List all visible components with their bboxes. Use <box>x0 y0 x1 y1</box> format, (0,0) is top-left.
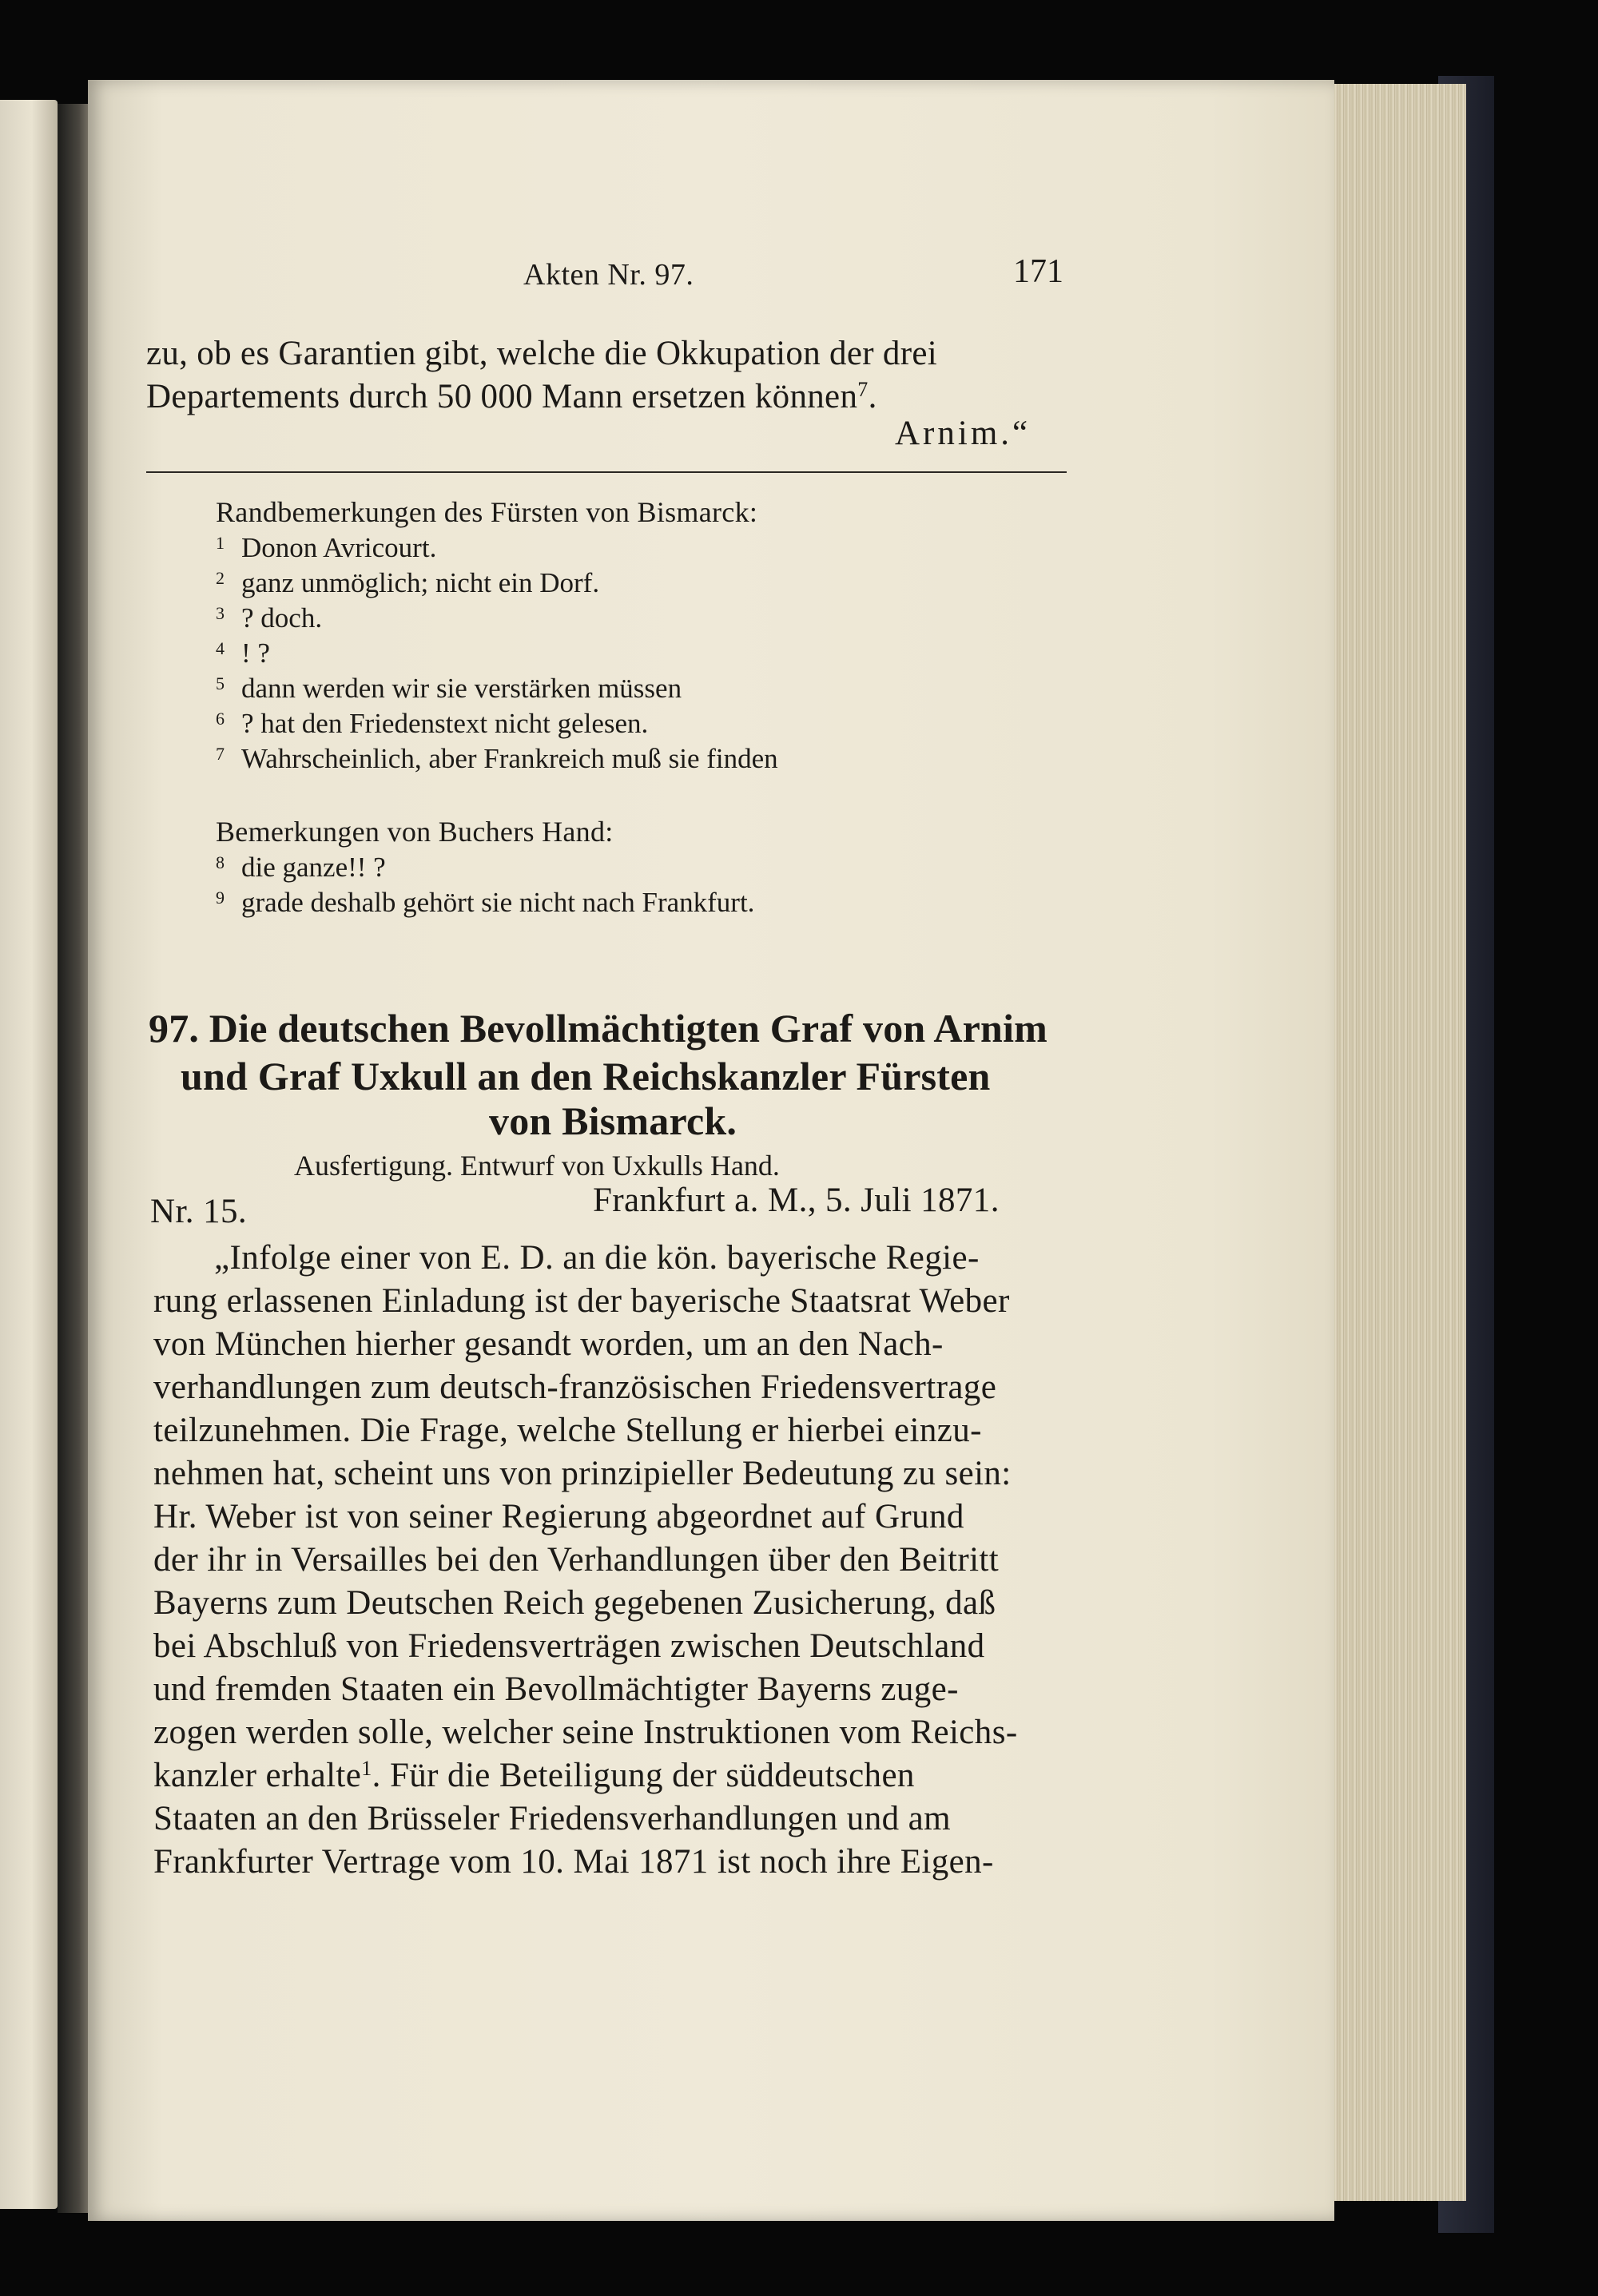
body-line: Staaten an den Brüsseler Friedensverhandlungen und am <box>153 1800 951 1837</box>
body-line: verhandlungen zum deutsch-französischen Friedensvertrage <box>153 1368 997 1406</box>
footnote-item: 8 die ganze!! ? <box>216 852 386 883</box>
running-head: Akten Nr. 97. <box>523 258 694 292</box>
body-line: der ihr in Versailles bei den Verhandlungen über den Beitritt <box>153 1541 1000 1579</box>
body-line: bei Abschluß von Friedensverträgen zwischen Deutschland <box>153 1627 985 1665</box>
body-line: „Infolge einer von E. D. an die kön. bayerische Regie- <box>214 1239 980 1277</box>
document-title: 97. Die deutschen Bevollmächtigten Graf von Arnim <box>149 1006 1048 1051</box>
footnote-item: 7 Wahrscheinlich, aber Frankreich muß sie finden <box>216 743 778 774</box>
body-line: kanzler erhalte$^1$. Für die Beteiligung der süddeutschen <box>153 1757 915 1794</box>
document-title: und Graf Uxkull an den Reichskanzler Fürsten <box>181 1054 991 1098</box>
footnote-item: 4 ! ? <box>216 638 270 669</box>
footnote-item: 1 Donon Avricourt. <box>216 532 437 563</box>
document-title: von Bismarck. <box>489 1098 737 1143</box>
body-line: nehmen hat, scheint uns von prinzipieller Bedeutung zu sein: <box>153 1455 1012 1492</box>
body-line: zogen werden solle, welcher seine Instruktionen vom Reichs- <box>153 1714 1018 1751</box>
body-line: Hr. Weber ist von seiner Regierung abgeordnet auf Grund <box>153 1498 964 1535</box>
footnote-item: 3 ? doch. <box>216 602 323 634</box>
footnote-rule <box>146 471 1067 473</box>
bismarck-notes-heading: Randbemerkungen des Fürsten von Bismarck: <box>216 496 758 528</box>
page-number: 171 <box>1013 253 1063 290</box>
body-line: teilzunehmen. Die Frage, welche Stellung er hierbei einzu- <box>153 1412 982 1449</box>
body-line: Bayerns zum Deutschen Reich gegebenen Zusicherung, daß <box>153 1584 996 1622</box>
document-place-date: Frankfurt a. M., 5. Juli 1871. <box>593 1182 1000 1219</box>
continuation-line: Departements durch 50 000 Mann ersetzen können$^7$. <box>146 378 877 415</box>
footnote-item: 5 dann werden wir sie verstärken müssen <box>216 673 682 704</box>
continuation-line: zu, ob es Garantien gibt, welche die Okkupation der drei <box>146 335 937 372</box>
footnote-ref: 1 <box>361 1757 372 1780</box>
body-line: und fremden Staaten ein Bevollmächtigter Bayerns zuge- <box>153 1670 959 1708</box>
body-line: von München hierher gesandt worden, um an den Nach- <box>153 1325 944 1363</box>
footnote-ref: 7 <box>857 378 869 401</box>
body-line: rung erlassenen Einladung ist der bayerische Staatsrat Weber <box>153 1282 1010 1320</box>
footnote-item: 9 grade deshalb gehört sie nicht nach Frankfurt. <box>216 887 755 918</box>
footnote-item: 2 ganz unmöglich; nicht ein Dorf. <box>216 567 600 598</box>
body-line: Frankfurter Vertrage vom 10. Mai 1871 ist noch ihre Eigen- <box>153 1843 994 1881</box>
bucher-notes-heading: Bemerkungen von Buchers Hand: <box>216 816 614 848</box>
document-source: Ausfertigung. Entwurf von Uxkulls Hand. <box>294 1150 780 1182</box>
document-number: Nr. 15. <box>150 1193 248 1230</box>
footnote-item: 6 ? hat den Friedenstext nicht gelesen. <box>216 708 649 739</box>
signature: Arnim.“ <box>895 415 1032 452</box>
